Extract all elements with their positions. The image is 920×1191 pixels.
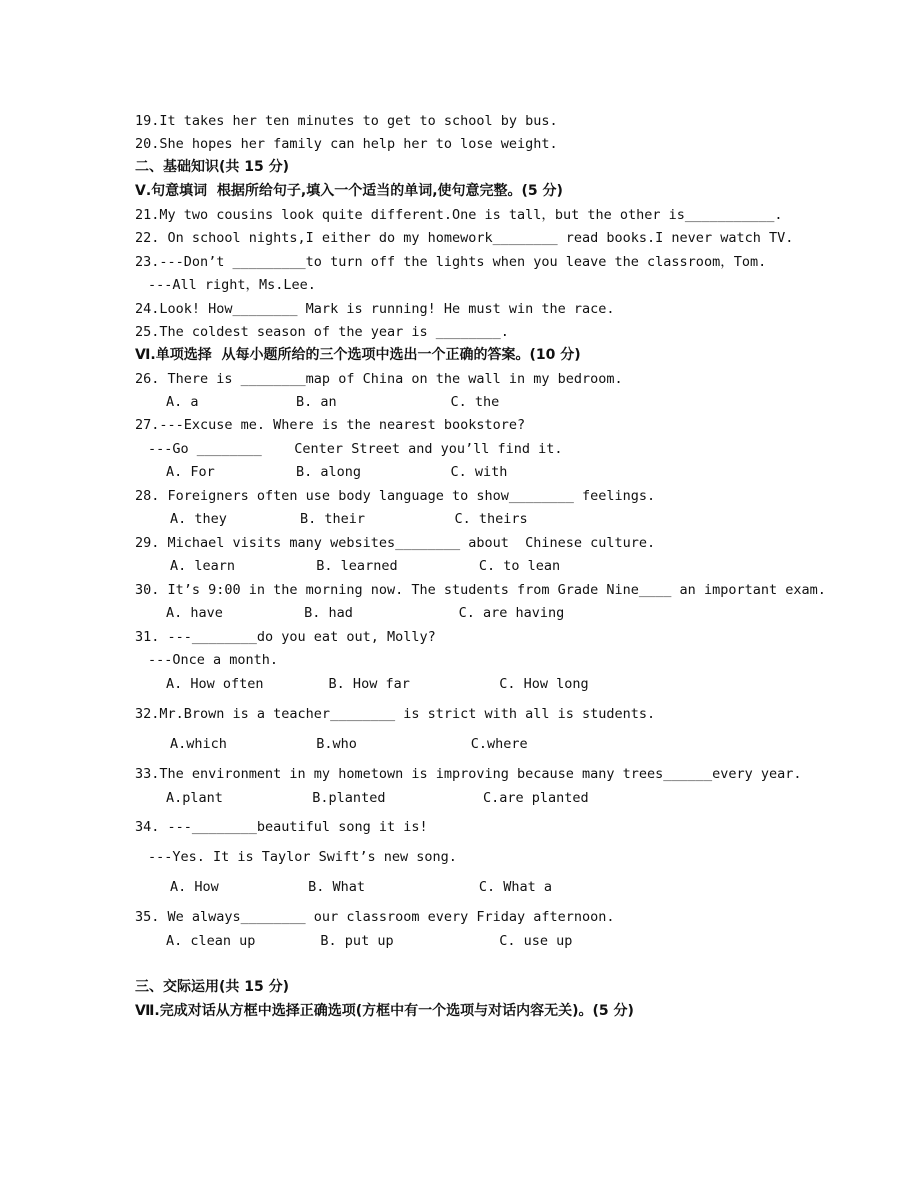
question-29-options: A. learn B. learned C. to lean (170, 558, 561, 574)
question-23: 23.---Don’t _________to turn off the lights when you leave the classroom，Tom. (135, 254, 767, 270)
question-34: 34. ---________beautiful song it is! (135, 819, 428, 835)
question-35: 35. We always________ our classroom every Friday afternoon. (135, 909, 615, 925)
question-22: 22. On school nights,I either do my homework________ read books.I never watch TV. (135, 230, 794, 246)
question-24: 24.Look! How________ Mark is running! He must win the race. (135, 301, 615, 317)
question-27: 27.---Excuse me. Where is the nearest bookstore? (135, 417, 526, 433)
question-21: 21.My two cousins look quite different.One is tall，but the other is___________. (135, 207, 783, 223)
section-2-heading: 二、基础知识(共 15 分) (135, 159, 290, 175)
question-34-options: A. How B. What C. What a (170, 879, 553, 895)
question-19: 19.It takes her ten minutes to get to school by bus. (135, 113, 558, 129)
part-5-heading: Ⅴ.句意填词 根据所给句子,填入一个适当的单词,使句意完整。(5 分) (135, 183, 563, 199)
question-25: 25.The coldest season of the year is ________. (135, 324, 509, 340)
question-32: 32.Mr.Brown is a teacher________ is strict with all is students. (135, 706, 656, 722)
question-31-options: A. How often B. How far C. How long (166, 676, 589, 692)
question-26: 26. There is ________map of China on the wall in my bedroom. (135, 371, 623, 387)
question-26-options: A. a B. an C. the (166, 394, 500, 410)
question-30: 30. It’s 9:00 in the morning now. The students from Grade Nine____ an important exam. (135, 582, 826, 598)
question-33-options: A.plant B.planted C.are planted (166, 790, 589, 806)
question-27-options: A. For B. along C. with (166, 464, 508, 480)
question-30-options: A. have B. had C. are having (166, 605, 565, 621)
question-29: 29. Michael visits many websites________ about Chinese culture. (135, 535, 656, 551)
question-23-reply: ---All right，Ms.Lee. (148, 277, 316, 293)
question-33: 33.The environment in my hometown is improving because many trees______every year. (135, 766, 802, 782)
question-31-reply: ---Once a month. (148, 652, 279, 668)
question-20: 20.She hopes her family can help her to lose weight. (135, 136, 558, 152)
question-32-options: A.which B.who C.where (170, 736, 528, 752)
question-31: 31. ---________do you eat out, Molly? (135, 629, 436, 645)
section-3-heading: 三、交际运用(共 15 分) (135, 979, 290, 995)
question-34-reply: ---Yes. It is Taylor Swift’s new song. (148, 849, 457, 865)
part-7-heading: Ⅶ.完成对话从方框中选择正确选项(方框中有一个选项与对话内容无关)。(5 分) (135, 1003, 634, 1019)
question-27-reply: ---Go ________ Center Street and you’ll find it. (148, 441, 563, 457)
question-28: 28. Foreigners often use body language to show________ feelings. (135, 488, 656, 504)
question-28-options: A. they B. their C. theirs (170, 511, 528, 527)
question-35-options: A. clean up B. put up C. use up (166, 933, 573, 949)
part-6-heading: Ⅵ.单项选择 从每小题所给的三个选项中选出一个正确的答案。(10 分) (135, 347, 581, 363)
